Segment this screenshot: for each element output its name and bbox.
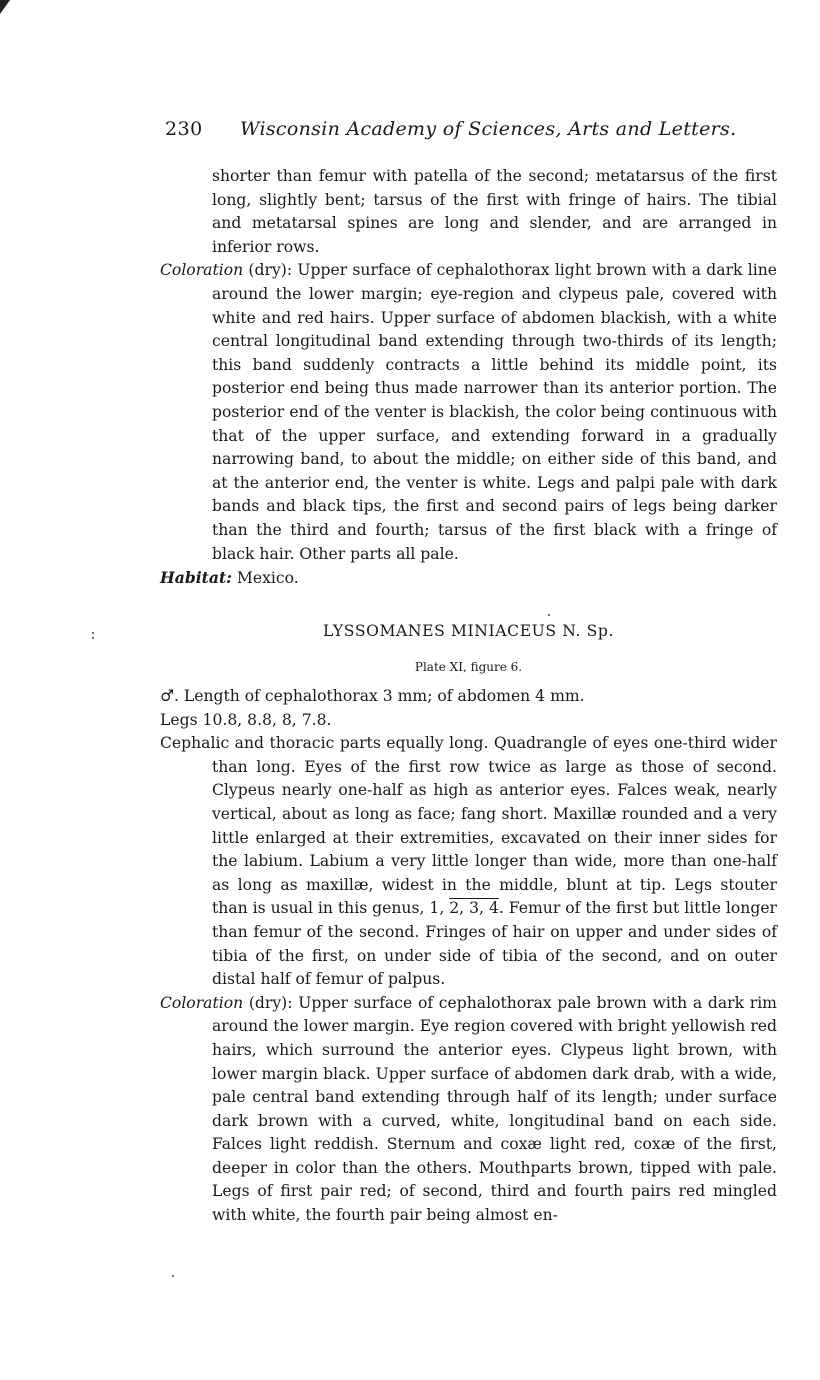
page-number: 230	[165, 118, 203, 140]
continuation-paragraph: shorter than femur with patella of the second; metatarsus of the first long, slightly bent; tarsus of the first with fringe of hairs. The tibial and metatarsal spines are long and slender, and are arranged in inferior rows.	[212, 167, 777, 256]
text-block-upper	[160, 165, 777, 591]
description-text-b: . Femur of the first but little longer than femur of the second. Fringes of hair on upper and under sides of tibia of the first, on under side of tibia of the second, and on outer distal half of femur of palpus.	[212, 899, 777, 989]
coloration-qualifier: (dry):	[248, 261, 293, 280]
leg-order-overlined: 2, 3, 4	[449, 899, 499, 918]
scan-speck	[92, 632, 94, 634]
legs-measurement-line: Legs 10.8, 8.8, 8, 7.8.	[160, 710, 332, 729]
coloration-text-2: Upper surface of cephalothorax pale brown with a dark rim around the lower margin. Eye region covered with bright yellowish red hairs, which surround the anterior eyes. Clypeus light brown, with lower margin black. Upper surface of abdomen dark drab, with a wide, pale central band extending through half of its length; under surface dark brown with a curved, white, longitudinal band on each side. Falces light reddish. Sternum and coxæ light red, coxæ of the first, deeper in color than the others. Mouthparts brown, tipped with pale. Legs of first pair red; of second, third and fourth pairs red mingled with white, the fourth pair being almost en-	[212, 993, 777, 1225]
coloration-paragraph-2	[160, 992, 777, 1228]
scan-speck	[172, 1275, 174, 1277]
running-title: Wisconsin Academy of Sciences, Arts and Letters.	[240, 118, 737, 140]
male-measurement-line: ♂. Length of cephalothorax 3 mm; of abdomen 4 mm.	[160, 687, 585, 705]
species-heading: LYSSOMANES MINIACEUS N. Sp.	[322, 622, 615, 640]
scan-corner-mark	[0, 0, 10, 14]
description-paragraph	[160, 732, 777, 992]
coloration-qualifier-2: (dry):	[248, 993, 293, 1012]
habitat-value: Mexico.	[236, 569, 299, 588]
plate-reference: Plate XI, figure 6.	[414, 660, 523, 674]
coloration-text: Upper surface of cephalothorax light brown with a dark line around the lower margin; eye-region and clypeus pale, covered with white and red hairs. Upper surface of abdomen blackish, with a white central longitudinal band extending through two-thirds of its length; this band suddenly contracts a little behind its middle point, its posterior end being thus made narrower than its anterior portion. The posterior end of the venter is blackish, the color being continuous with that of the upper surface, and extending forward in a gradually narrowing band, to about the middle; on either side of this band, and at the anterior end, the venter is white. Legs and palpi pale with dark bands and black tips, the first and second pairs of legs being darker than the third and fourth; tarsus of the first black with a fringe of black hair. Other parts all pale.	[212, 261, 778, 563]
habitat-line	[160, 566, 777, 591]
scan-speck	[92, 637, 94, 639]
text-block-lower	[160, 685, 777, 1228]
habitat-label: Habitat:	[160, 568, 232, 588]
coloration-paragraph	[160, 259, 777, 566]
coloration-label-2: Coloration	[160, 993, 244, 1012]
page-header	[165, 118, 775, 140]
scan-speck	[548, 614, 550, 616]
description-text-a: Cephalic and thoracic parts equally long. Quadrangle of eyes one-third wider than long. Eyes of the first row twice as large as those of second. Clypeus nearly one-half as high as anterior eyes. Falces weak, nearly vertical, about as long as face; fang short. Maxillæ rounded and a very little enlarged at their extremities, excavated on their inner sides for the labium. Labium a very little longer than wide, more than one-half as long as maxillæ, widest in the middle, blunt at tip. Legs stouter than is usual in this genus, 1,	[160, 734, 777, 918]
coloration-label: Coloration	[160, 261, 244, 280]
